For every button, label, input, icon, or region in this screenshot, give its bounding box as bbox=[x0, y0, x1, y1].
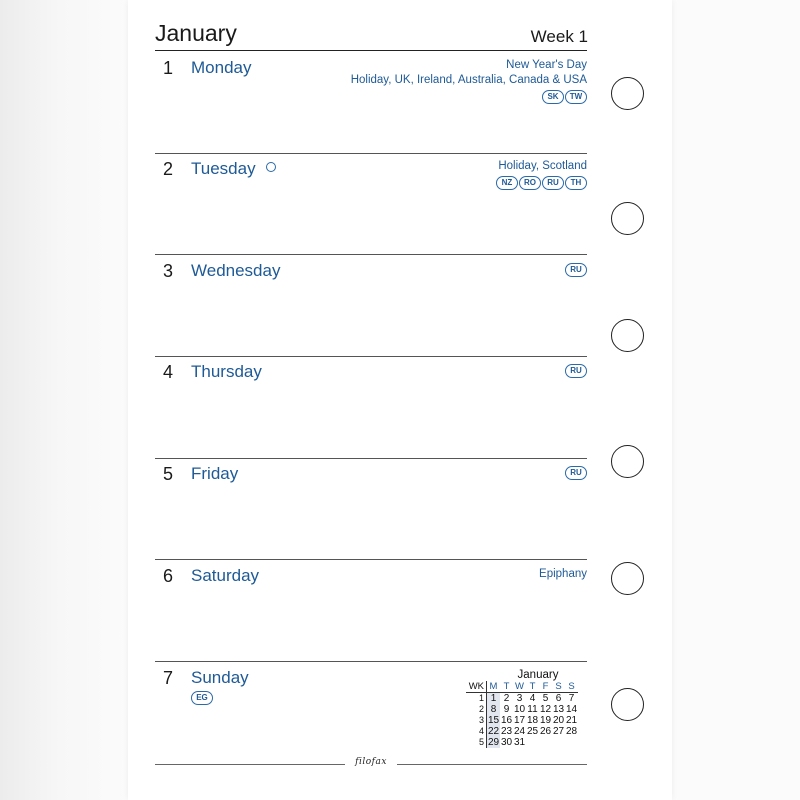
country-badges bbox=[565, 263, 587, 277]
day-name-label: Tuesday bbox=[191, 159, 256, 178]
country-badges bbox=[191, 691, 213, 705]
date-cell: 20 bbox=[552, 715, 565, 726]
day-number-7: 7 bbox=[163, 668, 174, 688]
date-cell: 12 bbox=[539, 704, 552, 715]
date-cell: 11 bbox=[527, 704, 538, 715]
day-number-2: 2 bbox=[163, 159, 174, 179]
country-badge: TH bbox=[565, 176, 587, 190]
country-badges bbox=[565, 466, 587, 480]
date-cell: 5 bbox=[542, 693, 549, 704]
date-cell: 21 bbox=[565, 715, 578, 726]
mini-calendar-week-row bbox=[466, 715, 578, 726]
filofax-logo: filofax bbox=[355, 757, 387, 767]
week-column-label: WK bbox=[466, 681, 487, 693]
country-badge: SK bbox=[542, 90, 564, 104]
date-cell: 6 bbox=[555, 693, 562, 704]
day-divider bbox=[155, 254, 587, 255]
day-name-wednesday: Wednesday bbox=[191, 261, 281, 280]
footer-divider-right bbox=[397, 764, 587, 765]
footer-divider-left bbox=[155, 764, 345, 765]
week-label: Week 1 bbox=[530, 27, 588, 46]
mini-calendar-header-row bbox=[466, 681, 578, 693]
date-cell bbox=[526, 737, 539, 748]
weekday-label: M bbox=[487, 681, 501, 693]
date-cell: 23 bbox=[500, 726, 513, 737]
weekday-label: S bbox=[552, 681, 565, 693]
page-title-month: January bbox=[155, 20, 237, 46]
date-cell bbox=[552, 737, 565, 748]
day-number-1: 1 bbox=[163, 58, 174, 78]
weekday-label: W bbox=[513, 681, 526, 693]
weekday-label: T bbox=[526, 681, 539, 693]
date-cell bbox=[539, 737, 552, 748]
mini-calendar-grid bbox=[466, 681, 578, 748]
punch-hole-icon bbox=[611, 562, 644, 595]
mini-calendar-title: January bbox=[517, 669, 559, 681]
date-cell: 13 bbox=[552, 704, 565, 715]
date-cell: 16 bbox=[500, 715, 513, 726]
note-line: Holiday, Scotland bbox=[498, 160, 587, 172]
mini-calendar bbox=[466, 669, 588, 748]
day-number-4: 4 bbox=[163, 362, 174, 382]
day-number-3: 3 bbox=[163, 261, 174, 281]
date-cell: 31 bbox=[513, 737, 526, 748]
day-name-sunday: Sunday bbox=[191, 668, 249, 687]
day-number-6: 6 bbox=[163, 566, 174, 586]
date-cell: 24 bbox=[513, 726, 526, 737]
country-badge: RU bbox=[565, 466, 587, 480]
date-cell: 25 bbox=[526, 726, 539, 737]
week-number: 2 bbox=[466, 704, 487, 715]
date-cell: 7 bbox=[568, 693, 575, 704]
day-notes-monday bbox=[351, 58, 587, 104]
day-notes-tuesday bbox=[496, 159, 587, 190]
day-divider bbox=[155, 559, 587, 560]
country-badges bbox=[351, 90, 587, 104]
date-cell: 2 bbox=[503, 693, 510, 704]
header-divider bbox=[155, 50, 587, 51]
date-cell: 22 bbox=[487, 726, 500, 737]
weekday-label: F bbox=[539, 681, 552, 693]
punch-hole-icon bbox=[611, 77, 644, 110]
day-divider bbox=[155, 458, 587, 459]
date-cell: 27 bbox=[552, 726, 565, 737]
day-divider bbox=[155, 356, 587, 357]
country-badge: RU bbox=[542, 176, 564, 190]
date-cell: 4 bbox=[529, 693, 536, 704]
moon-phase-icon bbox=[266, 162, 276, 172]
weekday-label: S bbox=[565, 681, 578, 693]
day-name-thursday: Thursday bbox=[191, 362, 262, 381]
week-number: 5 bbox=[466, 737, 487, 748]
note-line: Holiday, UK, Ireland, Australia, Canada & USA bbox=[350, 74, 587, 86]
day-name-saturday: Saturday bbox=[191, 566, 260, 585]
country-badges bbox=[565, 364, 587, 378]
country-badge: RU bbox=[565, 263, 587, 277]
note-line: Epiphany bbox=[539, 568, 587, 580]
date-cell: 28 bbox=[565, 726, 578, 737]
country-badge: EG bbox=[191, 691, 213, 705]
date-cell: 9 bbox=[503, 704, 510, 715]
mini-calendar-week-row bbox=[466, 726, 578, 737]
day-divider bbox=[155, 661, 587, 662]
date-cell: 10 bbox=[513, 704, 526, 715]
day-name-tuesday bbox=[191, 159, 276, 179]
country-badge: RO bbox=[519, 176, 541, 190]
day-divider bbox=[155, 153, 587, 154]
country-badge: NZ bbox=[496, 176, 518, 190]
week-number: 3 bbox=[466, 715, 487, 726]
week-number: 1 bbox=[466, 693, 487, 705]
mini-calendar-week-row bbox=[466, 693, 578, 705]
mini-calendar-week-row bbox=[466, 737, 578, 748]
date-cell: 29 bbox=[487, 737, 500, 748]
day-notes-saturday bbox=[539, 567, 587, 582]
date-cell: 19 bbox=[539, 715, 552, 726]
date-cell: 26 bbox=[539, 726, 552, 737]
note-line: New Year's Day bbox=[506, 59, 587, 71]
day-name-friday: Friday bbox=[191, 464, 239, 483]
punch-hole-icon bbox=[611, 202, 644, 235]
country-badge: TW bbox=[565, 90, 587, 104]
country-badge: RU bbox=[565, 364, 587, 378]
day-number-5: 5 bbox=[163, 464, 174, 484]
punch-hole-icon bbox=[611, 688, 644, 721]
week-number: 4 bbox=[466, 726, 487, 737]
day-name-monday: Monday bbox=[191, 58, 252, 77]
date-cell: 15 bbox=[487, 715, 500, 726]
weekday-label: T bbox=[500, 681, 513, 693]
mini-calendar-week-row bbox=[466, 704, 578, 715]
country-badges bbox=[496, 176, 587, 190]
date-cell: 30 bbox=[500, 737, 513, 748]
date-cell: 8 bbox=[487, 704, 501, 715]
date-cell: 1 bbox=[487, 693, 501, 705]
date-cell: 3 bbox=[516, 693, 523, 704]
punch-hole-icon bbox=[611, 445, 644, 478]
date-cell bbox=[565, 737, 578, 748]
date-cell: 14 bbox=[565, 704, 578, 715]
punch-hole-icon bbox=[611, 319, 644, 352]
date-cell: 18 bbox=[526, 715, 539, 726]
date-cell: 17 bbox=[513, 715, 526, 726]
